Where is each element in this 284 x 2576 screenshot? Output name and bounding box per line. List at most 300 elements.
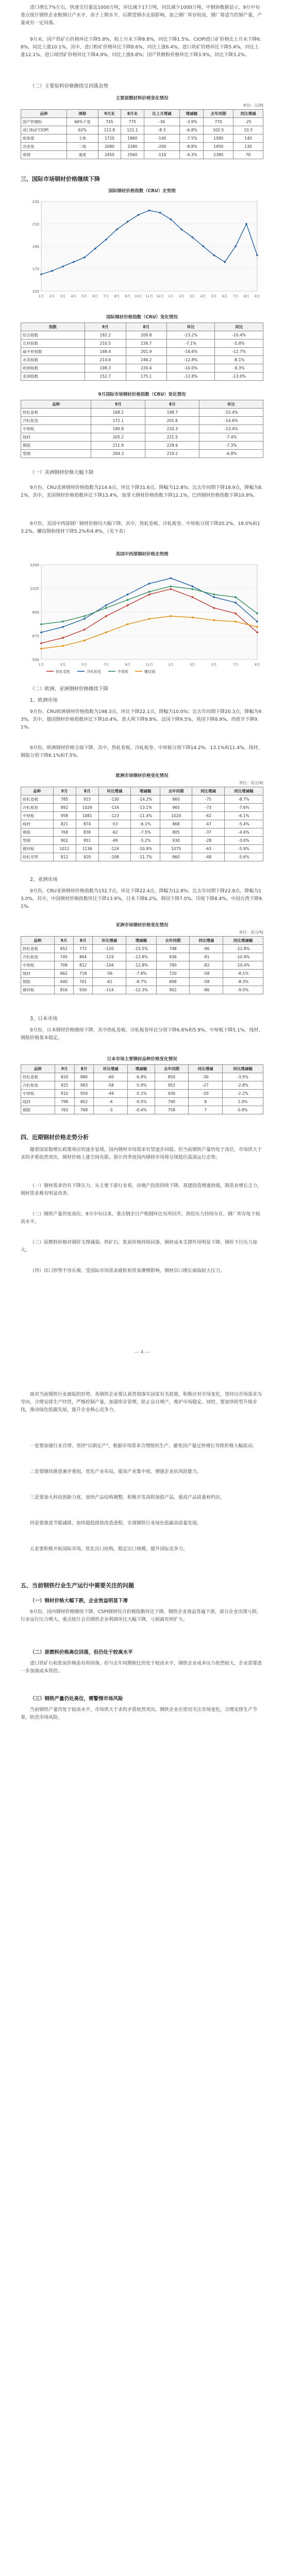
table-cell: 802 — [74, 1098, 94, 1106]
table-row — [21, 945, 263, 953]
table-cell: 745 — [98, 118, 121, 126]
table-cell: -2.2% — [222, 1090, 263, 1098]
y-tick-label: 1200 — [30, 563, 39, 567]
table-row — [21, 372, 263, 381]
column-header: 比上月增减 — [144, 110, 180, 118]
table-cell: 701 — [74, 978, 93, 986]
table-cell: 892 — [53, 804, 76, 812]
table-cell: -4 — [94, 1098, 128, 1106]
table-cell: 1075 — [160, 845, 192, 853]
column-header: 8月 — [76, 787, 98, 795]
table-header-row — [21, 1065, 263, 1073]
data-point — [127, 221, 129, 223]
table-cell: 7 — [189, 1106, 223, 1114]
table-cell: 钢筋 — [21, 1106, 55, 1114]
table-cell: -3.9% — [180, 118, 204, 126]
section-heading: 三、国际市场钢材价格继续下降 — [21, 176, 100, 182]
table-cell: -108 — [98, 853, 131, 861]
y-tick-label: 1025 — [30, 587, 39, 591]
data-point — [73, 261, 75, 263]
table-cell: 816 — [54, 986, 73, 994]
table-cell: 中厚板 — [21, 812, 54, 820]
table-cell: -5.4% — [224, 820, 263, 828]
table-cell: 868 — [160, 820, 192, 828]
x-tick-label: 9月 — [125, 663, 130, 667]
subheading: 2、亚洲市场 — [30, 877, 58, 883]
table-row — [21, 820, 263, 828]
table-row — [21, 417, 263, 425]
data-point — [224, 261, 226, 263]
paragraph: 9月份，CRU美洲钢材价格指数为214.6点，环比下降31.6点，降幅为12.8%；比去年同期下降18.9点，降幅为8.1%。其中，美国钢材价格指数环比下降13.4%，加拿大钢材价格指数下降12.1%，巴西钢材价格指数下降10.9%。 — [21, 485, 263, 498]
table-row — [21, 442, 263, 450]
data-point — [181, 229, 183, 231]
data-point — [192, 236, 194, 239]
table-cell: 冷轧板卷 — [21, 804, 54, 812]
table-cell: 8 — [189, 1098, 223, 1106]
data-point — [105, 615, 107, 617]
table-cell: 172.1 — [91, 417, 145, 425]
data-point — [213, 607, 215, 609]
table-cell: 211.9 — [91, 442, 145, 450]
table-cell: -8.3% — [223, 978, 263, 986]
table-cell: -62 — [192, 812, 225, 820]
data-point — [105, 607, 107, 609]
table-cell: 热轧卷板 — [21, 795, 54, 804]
table-cell: -91 — [190, 953, 223, 961]
table-cell: 708 — [54, 961, 73, 970]
y-tick-label: 500 — [32, 658, 39, 662]
subheading: （一）美洲钢材价格大幅下降 — [30, 470, 94, 476]
table-cell: 中厚板 — [21, 425, 91, 433]
x-tick-label: 11月 — [145, 663, 153, 667]
table-cell: -12.3% — [126, 986, 157, 994]
table-cell: 758 — [155, 1106, 189, 1114]
table-cell: 952 — [155, 1081, 189, 1090]
table-cell: 2080 — [98, 143, 121, 151]
table-cell: -7.4% — [199, 433, 263, 442]
table-cell: 152.7 — [85, 372, 126, 381]
data-point — [256, 632, 258, 634]
data-point — [62, 621, 64, 623]
table-cell: 821 — [53, 820, 76, 828]
table-row — [21, 1090, 263, 1098]
table-cell: 1580 — [204, 134, 233, 143]
data-point — [235, 245, 237, 247]
column-header: 环比增减 — [98, 787, 131, 795]
table-row — [21, 837, 263, 845]
table-cell: 902 — [53, 837, 76, 845]
x-tick-label: 2月 — [49, 294, 55, 298]
table-cell: -63 — [192, 845, 225, 853]
table-cell: 920 — [76, 853, 98, 861]
table-cell: 亚洲指数 — [21, 372, 85, 381]
table-cell: 热轧卷板 — [21, 409, 91, 417]
table-cell: 220.3 — [145, 425, 199, 433]
table-header-row — [21, 787, 263, 795]
cru-index-chart — [21, 188, 263, 310]
column-header: 同比增减 — [190, 937, 223, 945]
table-cell: -12.7% — [215, 348, 263, 356]
table-cell: 874 — [76, 820, 98, 828]
table-cell: 扁平材指数 — [21, 348, 85, 356]
table-cell: -13.4% — [199, 425, 263, 433]
table-cell: 二级 — [67, 143, 98, 151]
table-cell: 640 — [54, 978, 73, 986]
table-cell: 1012 — [53, 845, 76, 853]
table-cell: -11.7% — [131, 853, 160, 861]
table-cell: 1081 — [76, 812, 98, 820]
data-point — [245, 223, 247, 225]
column-header: 9月 — [53, 787, 76, 795]
table-cell: 1026 — [76, 804, 98, 812]
table-cell: 冶金焦 — [21, 143, 67, 151]
us-steel-chart — [21, 551, 263, 678]
table-cell: 812 — [53, 853, 76, 861]
table-cell: 246.2 — [126, 356, 166, 364]
table-cell: -12.8% — [166, 372, 215, 381]
table-unit: 单位：美元/吨 — [239, 781, 263, 785]
table-cell: 中厚板 — [21, 1090, 55, 1098]
table-row — [21, 1106, 263, 1114]
table-cell: -140 — [144, 134, 180, 143]
table-cell: -10.0% — [166, 364, 215, 372]
data-point — [83, 257, 86, 259]
paragraph: 9月份，国内钢材价格继续下降，CSPI钢材综合价格指数环比下降，钢铁企业效益普遍下滑，部分企业出现亏损，行业运行压力增大。重点统计会员钢铁企业利润环比大幅下降，亏损面有所扩大。 — [21, 1609, 261, 1622]
table-cell: 镀锌板 — [21, 845, 54, 853]
data-point — [235, 602, 237, 604]
column-header: 同比增减幅 — [224, 787, 263, 795]
table-cell: 836 — [156, 953, 190, 961]
table-cell: 钢筋 — [21, 442, 91, 450]
data-point — [170, 577, 172, 579]
table-cell: -10.9% — [131, 845, 160, 853]
table-cell: 915 — [76, 795, 98, 804]
column-header: 8月 — [74, 937, 93, 945]
data-point — [148, 210, 151, 212]
table-cell: -123 — [98, 812, 131, 820]
x-tick-label: 1月 — [168, 663, 174, 667]
table-cell: 镀锌板 — [21, 986, 55, 994]
table-header-row — [21, 110, 263, 118]
column-header: 品种 — [21, 937, 55, 945]
table-cell: -13.0% — [215, 372, 263, 381]
table-cell: -20 — [189, 1090, 223, 1098]
data-point — [40, 642, 42, 645]
table-cell: 废钢 — [21, 151, 67, 159]
table-cell: 121.1 — [121, 126, 144, 134]
table-cell: 930 — [160, 837, 192, 845]
europe-price-table — [21, 787, 263, 861]
x-tick-label: 3月 — [189, 294, 195, 298]
table-cell: -8.3 — [144, 126, 180, 134]
x-tick-label: 7月 — [103, 294, 109, 298]
table-cell: 930 — [155, 1090, 189, 1098]
table-cell: 785 — [53, 795, 76, 804]
data-point — [127, 604, 129, 606]
data-point — [40, 632, 42, 634]
table-caption: 国际钢材价格指数（CRU）变化情况 — [106, 315, 178, 320]
column-header: 9月末 — [98, 110, 121, 118]
table-row — [21, 433, 263, 442]
table-cell: 790 — [155, 1098, 189, 1106]
table-row — [21, 356, 263, 364]
data-point — [62, 645, 64, 647]
table-cell: -4.6% — [224, 828, 263, 837]
data-point — [105, 632, 107, 634]
table-cell: 1136 — [76, 845, 98, 853]
table-cell: 钢筋 — [21, 828, 54, 837]
table-cell: 1950 — [204, 143, 233, 151]
column-header: 9月 — [91, 400, 145, 409]
subheading: （二）欧洲、亚洲钢材价格继续下降 — [30, 686, 109, 692]
table-cell: 775 — [121, 118, 144, 126]
data-point — [170, 218, 172, 221]
table-cell: 201.6 — [145, 417, 199, 425]
table-cell: 168.4 — [85, 348, 126, 356]
data-point — [148, 591, 151, 593]
table-cell: -37 — [192, 828, 225, 837]
y-tick-label: 190 — [32, 245, 39, 249]
table-cell: 959 — [74, 1090, 94, 1098]
table-cell: 线材 — [21, 970, 55, 978]
table-cell: -200 — [144, 143, 180, 151]
column-header: 8月末 — [121, 110, 144, 118]
data-point — [170, 588, 172, 590]
y-tick-label: 850 — [32, 611, 39, 615]
paragraph: 9月份，CRU欧洲钢材价格指数为198.3点，环比下降22.1点，降幅为10.0%；比去年同期下降20.3点，降幅为9.3%。其中，德国钢材价格指数环比下降10.4%，意大利下降9.8%，法国下降9.5%，英国下降8.9%，西班牙下降9.1%。 — [21, 709, 263, 730]
table-cell: 长材指数 — [21, 340, 85, 348]
table-cell: 2560 — [121, 151, 144, 159]
table-cell: -6.8% — [180, 126, 204, 134]
table-cell: -58 — [190, 970, 223, 978]
table-cell: -10.4% — [215, 331, 263, 340]
cru-index-table — [21, 323, 263, 381]
x-tick-label: 6月 — [92, 294, 98, 298]
table-cell: 210.5 — [85, 340, 126, 348]
table-cell: -6.8% — [128, 1073, 155, 1081]
table-cell: 1020 — [160, 812, 192, 820]
table-cell: -5.1% — [128, 1090, 155, 1098]
table-header-row — [21, 400, 263, 409]
table-cell: 930 — [74, 986, 93, 994]
table-cell: 718 — [74, 970, 93, 978]
bold-paragraph: （二）原燃料价格高位回落，但仍处于较高水平 — [30, 1650, 133, 1655]
data-point — [192, 585, 194, 587]
table-cell: 168.2 — [91, 409, 145, 417]
table-row — [21, 812, 263, 820]
chart-title: 国际钢材价格指数（CRU）走势图 — [108, 189, 176, 194]
column-header: 8月 — [126, 323, 166, 331]
column-header: 9月 — [54, 937, 73, 945]
table-cell: 线材 — [21, 433, 91, 442]
table-cell: -5.8% — [215, 340, 263, 348]
table-cell: -16.6% — [166, 348, 215, 356]
table-cell: -11.4% — [131, 812, 160, 820]
column-header: 8月 — [74, 1065, 94, 1073]
table-cell: 冷轧板卷 — [21, 1081, 55, 1090]
table-cell: -14.2% — [131, 795, 160, 804]
japan-price-table — [21, 1064, 263, 1114]
table-cell: 线材 — [21, 820, 54, 828]
table-cell: 主焦 — [67, 134, 98, 143]
table-cell: 国产铁精粉 — [21, 118, 67, 126]
table-cell: 冷轧板卷 — [21, 953, 55, 961]
table-row — [21, 348, 263, 356]
table-cell: 790 — [156, 961, 190, 970]
table-row — [21, 986, 263, 994]
table-cell: -58 — [94, 1081, 128, 1090]
table-cell: -73 — [192, 804, 225, 812]
column-header: 环比增减 — [93, 937, 126, 945]
column-header: 去年同期 — [156, 937, 190, 945]
asia-price-table — [21, 936, 263, 994]
table-cell: 910 — [55, 1090, 74, 1098]
table-cell: -134 — [98, 804, 131, 812]
data-point — [83, 639, 86, 641]
table-cell: 958 — [53, 812, 76, 820]
table-cell: -13.1% — [131, 804, 160, 812]
table-cell: -0.5% — [128, 1098, 155, 1106]
legend-label: 冷轧板卷 — [87, 670, 101, 674]
table-caption: 亚洲市场钢材价格变化情况 — [115, 923, 169, 928]
data-point — [62, 637, 64, 639]
legend-label: 热轧卷板 — [56, 670, 70, 674]
table-cell: 220.4 — [126, 364, 166, 372]
table-cell: -15.4% — [199, 409, 263, 417]
table-cell: -14.6% — [199, 417, 263, 425]
table-cell: -30 — [144, 118, 180, 126]
data-point — [148, 594, 151, 596]
table-cell: -58 — [190, 978, 223, 986]
table-cell: -124 — [98, 845, 131, 853]
table-cell: 925 — [55, 1081, 74, 1090]
table-cell: -5.2% — [131, 837, 160, 845]
table-cell: -82 — [190, 961, 223, 970]
data-point — [127, 623, 129, 625]
x-tick-label: 5月 — [211, 294, 217, 298]
us-steel-line-chart — [21, 560, 263, 678]
table-row — [21, 118, 263, 126]
table-cell: -28 — [192, 837, 225, 845]
table-cell: 182.2 — [85, 331, 126, 340]
data-point — [127, 599, 129, 601]
column-header: 增减幅 — [180, 110, 204, 118]
table-cell: -49 — [98, 837, 131, 845]
table-row — [21, 845, 263, 853]
paragraph: （一）钢材需求仍有下降压力。从主要下游行业看，房地产投资持续下降，基建投资增速放缓，制造业增长乏力，钢材需求难有明显改善。 — [21, 1183, 262, 1196]
table-cell: 1860 — [121, 134, 144, 143]
x-tick-label: 6月 — [222, 294, 228, 298]
column-header: 同比增减幅 — [222, 1065, 263, 1073]
table-caption: 欧洲市场钢材价格变化情况 — [115, 773, 169, 778]
table-row — [21, 1073, 263, 1081]
paragraph: 9月份，日本钢材价格继续下降，其中热轧卷板、冷轧板卷环比分别下降6.8%和5.9%，中厚板下降5.1%，线材、钢筋价格基本稳定。 — [21, 1028, 263, 1041]
subheading: 1、欧洲市场 — [30, 698, 58, 703]
data-point — [235, 596, 237, 598]
table-cell: -7.6% — [224, 804, 263, 812]
x-tick-label: 3月 — [60, 663, 66, 667]
column-header: 增减幅 — [131, 787, 160, 795]
table-cell: -47 — [192, 820, 225, 828]
table-cell: 748 — [156, 945, 190, 953]
table-cell: 820 — [55, 1073, 74, 1081]
table-cell: -9.3% — [215, 364, 263, 372]
column-header: 增减幅 — [128, 1065, 155, 1073]
data-point — [83, 618, 86, 620]
table-cell: -119 — [93, 953, 126, 961]
x-tick-label: 11月 — [145, 294, 153, 298]
table-cell: -5.9% — [224, 845, 263, 853]
paragraph: 二是要继续推进兼并重组，优化产业布局，提高产业集中度，增强企业抗风险能力。 — [30, 1469, 202, 1475]
table-header-row — [21, 323, 263, 331]
x-tick-label: 9月 — [254, 663, 260, 667]
x-tick-label: 5月 — [81, 294, 88, 298]
column-header: 环比 — [199, 400, 263, 409]
table-row — [21, 970, 263, 978]
data-point — [202, 245, 204, 247]
table-cell: -6.1% — [131, 820, 160, 828]
table-cell: 698 — [156, 978, 190, 986]
table-cell: -8.7% — [224, 795, 263, 804]
table-cell: -56 — [93, 970, 126, 978]
table-cell: -7.1% — [166, 340, 215, 348]
table-cell: -13.2% — [166, 331, 215, 340]
table-cell: 765 — [55, 1106, 74, 1114]
table-cell: 219.2 — [145, 450, 199, 458]
table-cell: -12.8% — [166, 356, 215, 364]
table-cell: 进口粉矿CIOPI — [21, 126, 67, 134]
table-cell: -3.5% — [222, 1073, 263, 1081]
table-cell: 175.1 — [126, 372, 166, 381]
table-cell: -6.8% — [199, 450, 263, 458]
column-header: 品种 — [21, 787, 54, 795]
data-point — [148, 583, 151, 585]
table-cell: -8.1% — [223, 970, 263, 978]
table-row — [21, 853, 263, 861]
table-row — [21, 143, 263, 151]
table-cell: 热轧卷板 — [21, 945, 55, 953]
data-point — [192, 588, 194, 590]
x-tick-label: 5月 — [211, 663, 217, 667]
data-point — [116, 229, 118, 231]
table-cell: 770 — [204, 118, 233, 126]
paragraph: （二）钢铁产量仍处高位。9月中旬以来，重点钢企日产粗钢环比有所回升，供给压力持续存在，钢厂库存处于较高水平。 — [21, 1212, 260, 1225]
table-cell: 860 — [160, 853, 192, 861]
chart-title: 美国中西部钢材价格走势图 — [115, 552, 169, 557]
y-tick-label: 170 — [32, 267, 39, 272]
table-cell: 221.5 — [145, 433, 199, 442]
table-cell: -12.8% — [126, 961, 157, 970]
y-tick-label: 150 — [32, 290, 39, 294]
data-point — [40, 623, 42, 625]
column-header: 同比增减 — [189, 1065, 223, 1073]
subheading: （二）主要原料价格继续呈回落态势 — [30, 83, 109, 89]
table-cell: -104 — [93, 961, 126, 970]
table-cell: -12.8% — [223, 945, 263, 953]
data-point — [62, 626, 64, 628]
table-cell: 热轧卷板 — [21, 1073, 55, 1081]
intro-paragraph: 进口增长7%左右，快速交付量近1000万吨，环比减少17万吨，同比减少1000万吨。中钢协数据显示，9月中旬重点统计钢铁企业粗钢日产水平，高于上期水平，后期受钢市走弱影响，加之钢厂库存较高，钢厂将适当控制产量，产量或有一定回落。 — [21, 5, 262, 26]
table-cell: 983 — [74, 1081, 94, 1090]
table-cell: -130 — [98, 795, 131, 804]
data-point — [105, 604, 107, 606]
subheading: 3、日本市场 — [30, 1016, 58, 1022]
table-cell: 102.5 — [204, 126, 233, 134]
table-cell: 662 — [54, 970, 73, 978]
table-cell: -5.6% — [224, 853, 263, 861]
paragraph: 面对当前钢铁行业面临的形势，各钢铁企业要认真贯彻落实国家有关政策，积极应对市场变化，坚持以市场需求为导向，合理安排生产经营，严格控制产量，加强库存管理，防止盲目增产，维护市场稳定。同时，要加快转型升级步伐，推动绿色低碳发展，提升企业核心竞争力。 — [21, 1392, 262, 1413]
table-cell: -96 — [190, 945, 223, 953]
